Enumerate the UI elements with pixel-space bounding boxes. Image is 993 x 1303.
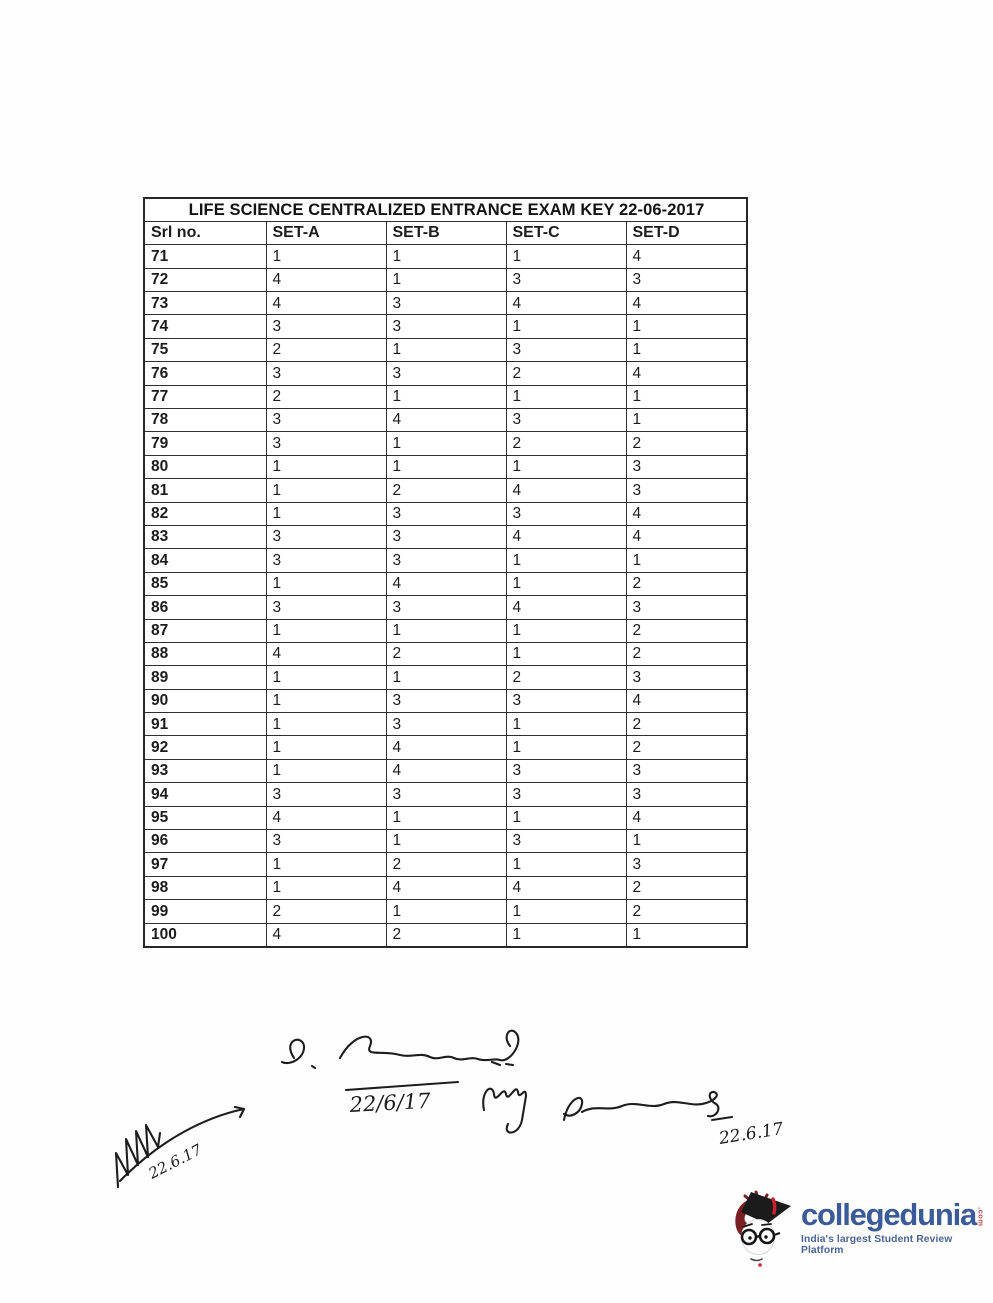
answer-cell-set-b: 4 [386,572,506,595]
answer-cell-set-b: 1 [386,268,506,291]
row-srl: 80 [144,455,266,478]
answer-cell-set-a: 3 [266,432,386,455]
answer-cell-set-d: 3 [626,853,747,876]
answer-cell-set-c: 1 [506,736,626,759]
table-row [144,619,747,642]
table-row [144,642,747,665]
table-row [144,689,747,712]
header-row [144,221,747,244]
answer-cell-set-a: 4 [266,642,386,665]
table-row [144,596,747,619]
answer-cell-set-b: 1 [386,666,506,689]
row-srl: 83 [144,525,266,548]
answer-cell-set-a: 1 [266,502,386,525]
row-srl: 84 [144,549,266,572]
table-row [144,806,747,829]
answer-cell-set-c: 2 [506,362,626,385]
answer-cell-set-a: 1 [266,713,386,736]
answer-cell-set-a: 4 [266,806,386,829]
answer-cell-set-c: 4 [506,479,626,502]
row-srl: 99 [144,900,266,923]
answer-cell-set-c: 4 [506,292,626,315]
table-row [144,245,747,268]
answer-cell-set-a: 1 [266,876,386,899]
answer-key-table [143,197,748,948]
table-row [144,853,747,876]
answer-cell-set-b: 1 [386,432,506,455]
row-srl: 81 [144,479,266,502]
table-row [144,502,747,525]
table-row [144,759,747,782]
answer-cell-set-d: 1 [626,923,747,946]
column-header-set-a: SET-A [266,221,386,244]
answer-cell-set-c: 1 [506,455,626,478]
answer-cell-set-b: 3 [386,549,506,572]
answer-cell-set-c: 1 [506,642,626,665]
answer-cell-set-d: 2 [626,619,747,642]
answer-cell-set-a: 3 [266,830,386,853]
answer-cell-set-b: 1 [386,338,506,361]
table-row [144,783,747,806]
answer-cell-set-c: 1 [506,619,626,642]
answer-cell-set-c: 3 [506,268,626,291]
answer-cell-set-a: 1 [266,689,386,712]
answer-cell-set-d: 3 [626,596,747,619]
title-row [144,198,747,221]
answer-cell-set-d: 1 [626,549,747,572]
signature-examiner-2 [468,1072,808,1162]
answer-cell-set-d: 4 [626,245,747,268]
answer-cell-set-c: 1 [506,713,626,736]
answer-cell-set-a: 1 [266,572,386,595]
collegedunia-tagline: India's largest Student Review Platform [801,1233,953,1256]
table-row [144,713,747,736]
answer-cell-set-d: 4 [626,362,747,385]
answer-cell-set-d: 4 [626,806,747,829]
answer-cell-set-c: 4 [506,876,626,899]
collegedunia-logo [731,1188,987,1268]
answer-cell-set-a: 3 [266,525,386,548]
answer-cell-set-a: 4 [266,292,386,315]
answer-cell-set-a: 3 [266,362,386,385]
row-srl: 86 [144,596,266,619]
answer-cell-set-b: 3 [386,713,506,736]
answer-cell-set-c: 4 [506,525,626,548]
answer-cell-set-a: 3 [266,549,386,572]
table-row [144,409,747,432]
column-header-set-c: SET-C [506,221,626,244]
answer-cell-set-d: 4 [626,689,747,712]
answer-cell-set-b: 2 [386,479,506,502]
answer-cell-set-d: 3 [626,455,747,478]
answer-cell-set-a: 1 [266,455,386,478]
answer-cell-set-d: 2 [626,572,747,595]
answer-cell-set-a: 3 [266,315,386,338]
answer-cell-set-d: 2 [626,642,747,665]
row-srl: 78 [144,409,266,432]
collegedunia-mascot-icon [731,1189,795,1267]
answer-cell-set-b: 1 [386,385,506,408]
table-row [144,830,747,853]
answer-cell-set-d: 2 [626,900,747,923]
row-srl: 97 [144,853,266,876]
answer-cell-set-b: 1 [386,245,506,268]
answer-cell-set-b: 1 [386,830,506,853]
answer-cell-set-a: 1 [266,479,386,502]
answer-cell-set-d: 3 [626,479,747,502]
row-srl: 71 [144,245,266,268]
answer-cell-set-d: 2 [626,876,747,899]
answer-cell-set-c: 1 [506,806,626,829]
collegedunia-tld-text: .com [976,1207,986,1227]
answer-cell-set-d: 1 [626,338,747,361]
answer-cell-set-b: 4 [386,759,506,782]
row-srl: 76 [144,362,266,385]
answer-cell-set-d: 1 [626,409,747,432]
answer-cell-set-b: 3 [386,525,506,548]
signature-1-date: 22/6/17 [349,1088,432,1117]
answer-cell-set-d: 1 [626,315,747,338]
answer-cell-set-a: 1 [266,666,386,689]
answer-cell-set-b: 3 [386,315,506,338]
answer-cell-set-b: 3 [386,783,506,806]
answer-cell-set-c: 1 [506,245,626,268]
row-srl: 89 [144,666,266,689]
answer-cell-set-b: 2 [386,853,506,876]
answer-cell-set-a: 1 [266,759,386,782]
row-srl: 98 [144,876,266,899]
answer-cell-set-b: 2 [386,642,506,665]
row-srl: 92 [144,736,266,759]
answer-cell-set-a: 2 [266,385,386,408]
table-row [144,479,747,502]
column-header-srl: Srl no. [144,221,266,244]
answer-cell-set-b: 2 [386,923,506,946]
answer-cell-set-d: 3 [626,759,747,782]
answer-cell-set-c: 3 [506,759,626,782]
answer-cell-set-b: 1 [386,455,506,478]
column-header-set-b: SET-B [386,221,506,244]
column-header-set-d: SET-D [626,221,747,244]
answer-cell-set-c: 2 [506,432,626,455]
answer-cell-set-d: 4 [626,525,747,548]
answer-cell-set-a: 1 [266,245,386,268]
table-row [144,362,747,385]
row-srl: 100 [144,923,266,946]
answer-cell-set-d: 2 [626,736,747,759]
answer-cell-set-d: 1 [626,830,747,853]
answer-cell-set-b: 3 [386,689,506,712]
row-srl: 95 [144,806,266,829]
table-row [144,736,747,759]
answer-cell-set-a: 3 [266,783,386,806]
answer-cell-set-d: 3 [626,783,747,806]
answer-cell-set-c: 1 [506,923,626,946]
table-row [144,292,747,315]
answer-cell-set-d: 3 [626,666,747,689]
answer-cell-set-c: 3 [506,783,626,806]
row-srl: 73 [144,292,266,315]
answer-cell-set-c: 4 [506,596,626,619]
answer-cell-set-c: 3 [506,830,626,853]
row-srl: 94 [144,783,266,806]
answer-cell-set-b: 4 [386,409,506,432]
answer-cell-set-c: 1 [506,549,626,572]
table-row [144,900,747,923]
signature-3-date: 22.6.17 [145,1140,205,1183]
answer-cell-set-a: 4 [266,268,386,291]
table-row [144,525,747,548]
answer-cell-set-a: 1 [266,619,386,642]
table-row [144,923,747,946]
answer-cell-set-b: 3 [386,362,506,385]
answer-cell-set-c: 3 [506,502,626,525]
table-row [144,268,747,291]
row-srl: 82 [144,502,266,525]
answer-cell-set-d: 4 [626,502,747,525]
row-srl: 87 [144,619,266,642]
answer-cell-set-b: 4 [386,736,506,759]
answer-cell-set-b: 1 [386,619,506,642]
answer-cell-set-a: 2 [266,338,386,361]
answer-cell-set-a: 4 [266,923,386,946]
answer-cell-set-b: 4 [386,876,506,899]
answer-cell-set-b: 1 [386,806,506,829]
answer-cell-set-b: 1 [386,900,506,923]
signature-2-date: 22.6.17 [717,1119,785,1149]
table-row [144,315,747,338]
row-srl: 91 [144,713,266,736]
answer-cell-set-b: 3 [386,292,506,315]
table-row [144,572,747,595]
answer-cell-set-c: 3 [506,409,626,432]
answer-cell-set-d: 1 [626,385,747,408]
answer-cell-set-d: 2 [626,432,747,455]
answer-cell-set-a: 2 [266,900,386,923]
answer-cell-set-c: 1 [506,315,626,338]
answer-cell-set-a: 3 [266,596,386,619]
row-srl: 93 [144,759,266,782]
row-srl: 88 [144,642,266,665]
row-srl: 72 [144,268,266,291]
answer-cell-set-d: 3 [626,268,747,291]
row-srl: 77 [144,385,266,408]
answer-cell-set-c: 1 [506,853,626,876]
answer-cell-set-c: 1 [506,900,626,923]
table-row [144,666,747,689]
answer-cell-set-a: 1 [266,853,386,876]
table-row [144,385,747,408]
table-row [144,338,747,361]
answer-cell-set-d: 2 [626,713,747,736]
collegedunia-brand-text: collegedunia [801,1197,977,1233]
answer-cell-set-b: 3 [386,502,506,525]
row-srl: 85 [144,572,266,595]
answer-cell-set-a: 3 [266,409,386,432]
row-srl: 96 [144,830,266,853]
signature-examiner-1 [262,1018,572,1118]
answer-cell-set-c: 3 [506,338,626,361]
table-row [144,455,747,478]
answer-table-body [144,245,747,947]
row-srl: 90 [144,689,266,712]
table-row [144,549,747,572]
row-srl: 79 [144,432,266,455]
answer-cell-set-b: 3 [386,596,506,619]
table-row [144,876,747,899]
row-srl: 74 [144,315,266,338]
table-title: LIFE SCIENCE CENTRALIZED ENTRANCE EXAM KEY 22-06-2017 [144,198,747,221]
answer-cell-set-c: 1 [506,385,626,408]
signature-examiner-3 [106,1095,266,1195]
table-row [144,432,747,455]
answer-cell-set-d: 4 [626,292,747,315]
answer-cell-set-a: 1 [266,736,386,759]
answer-cell-set-c: 2 [506,666,626,689]
answer-cell-set-c: 3 [506,689,626,712]
row-srl: 75 [144,338,266,361]
answer-cell-set-c: 1 [506,572,626,595]
